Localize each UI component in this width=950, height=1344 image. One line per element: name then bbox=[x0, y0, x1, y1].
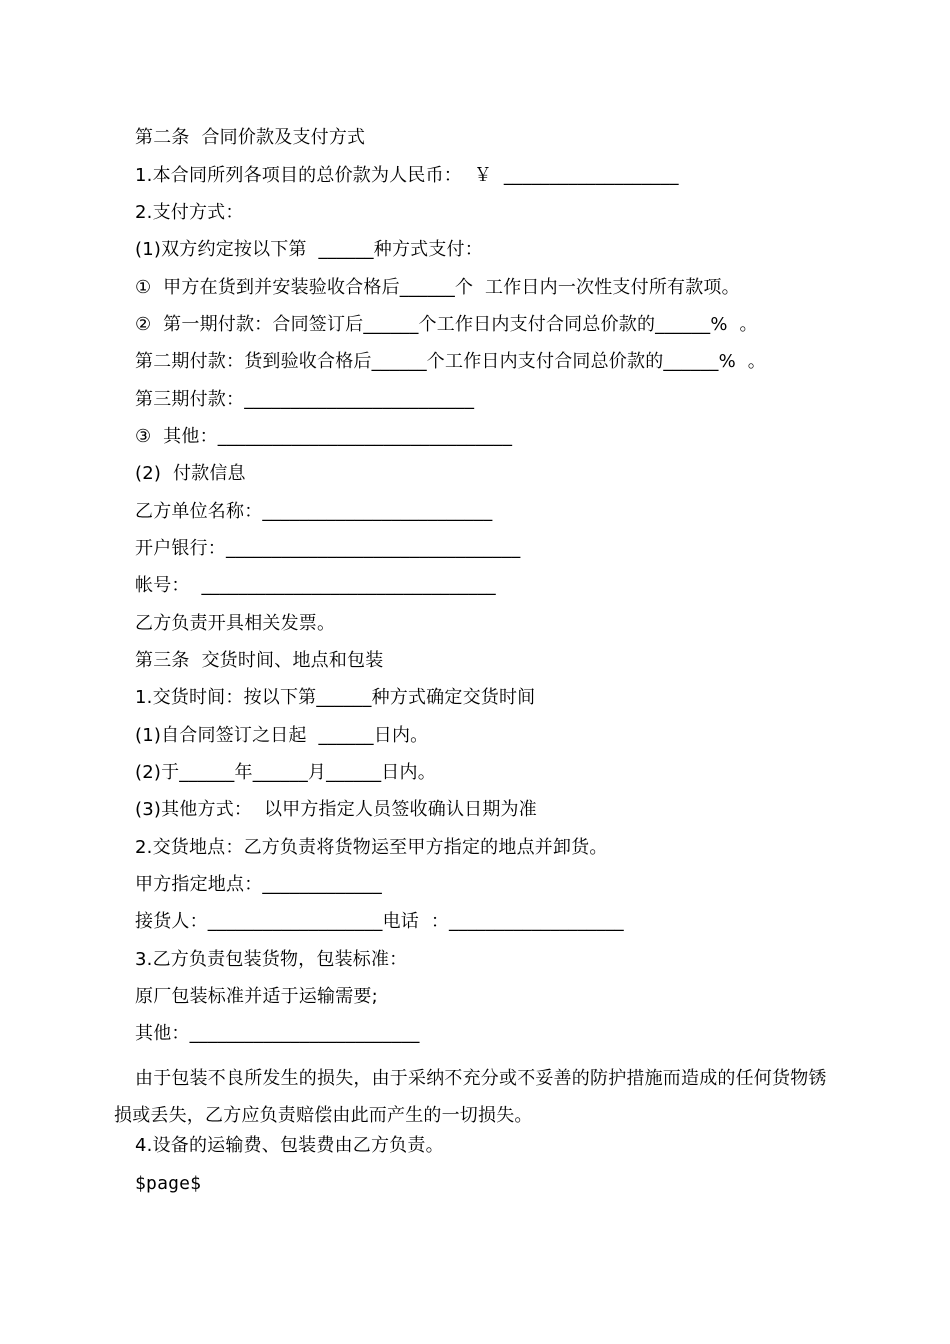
delivery-location-line: 2.交货地点：乙方负责将货物运至甲方指定的地点并卸货。 bbox=[135, 837, 608, 858]
original-packaging-line: 原厂包装标准并适于运输需要; bbox=[135, 986, 378, 1007]
designated-location-field: 甲方指定地点：_____________ bbox=[135, 874, 382, 895]
page-marker: $page$ bbox=[135, 1173, 202, 1194]
packaging-standard-line: 3.乙方负责包装货物，包装标准： bbox=[135, 949, 408, 970]
party-b-name-field: 乙方单位名称：_________________________ bbox=[135, 501, 493, 522]
transport-fee-line: 4.设备的运输费、包装费由乙方负责。 bbox=[135, 1135, 444, 1156]
delivery-option-2: (2)于______年______月______日内。 bbox=[135, 762, 436, 783]
payment-option-line: (1)双方约定按以下第 ______种方式支付： bbox=[135, 239, 483, 260]
payment-option-2: ② 第一期付款：合同签订后______个工作日内支付合同总价款的______% 。 bbox=[135, 314, 758, 335]
other-packaging-field: 其他：_________________________ bbox=[135, 1023, 420, 1044]
third-installment: 第三期付款：_________________________ bbox=[135, 389, 475, 410]
receiver-phone-field: 接货人：___________________电话 ：___________________ bbox=[135, 911, 624, 932]
second-installment: 第二期付款：货到验收合格后______个工作日内支付合同总价款的______% 。 bbox=[135, 351, 766, 372]
invoice-line: 乙方负责开具相关发票。 bbox=[135, 613, 336, 634]
payment-method-label: 2.支付方式： bbox=[135, 202, 244, 223]
delivery-option-3: (3)其他方式： 以甲方指定人员签收确认日期为准 bbox=[135, 799, 537, 820]
section-3-heading: 第三条 交货时间、地点和包装 bbox=[135, 650, 384, 671]
delivery-time-line: 1.交货时间：按以下第______种方式确定交货时间 bbox=[135, 687, 536, 708]
delivery-option-1: (1)自合同签订之日起 ______日内。 bbox=[135, 725, 429, 746]
payment-option-1: ① 甲方在货到并安装验收合格后______个 工作日内一次性支付所有款项。 bbox=[135, 277, 740, 298]
bank-field: 开户银行：________________________________ bbox=[135, 538, 521, 559]
liability-paragraph: 由于包装不良所发生的损失，由于采纳不充分或不妥善的防护措施而造成的任何货物锈损或丢失，乙方应负责赔偿由此而产生的一切损失。 bbox=[114, 1068, 827, 1126]
payment-info-heading: (2) 付款信息 bbox=[135, 463, 246, 484]
section-2-heading: 第二条 合同价款及支付方式 bbox=[135, 127, 366, 148]
total-price-line: 1.本合同所列各项目的总价款为人民币： ￥ ___________________ bbox=[135, 165, 679, 186]
payment-option-3: ③ 其他：________________________________ bbox=[135, 426, 513, 447]
account-field: 帐号： ________________________________ bbox=[135, 575, 496, 596]
